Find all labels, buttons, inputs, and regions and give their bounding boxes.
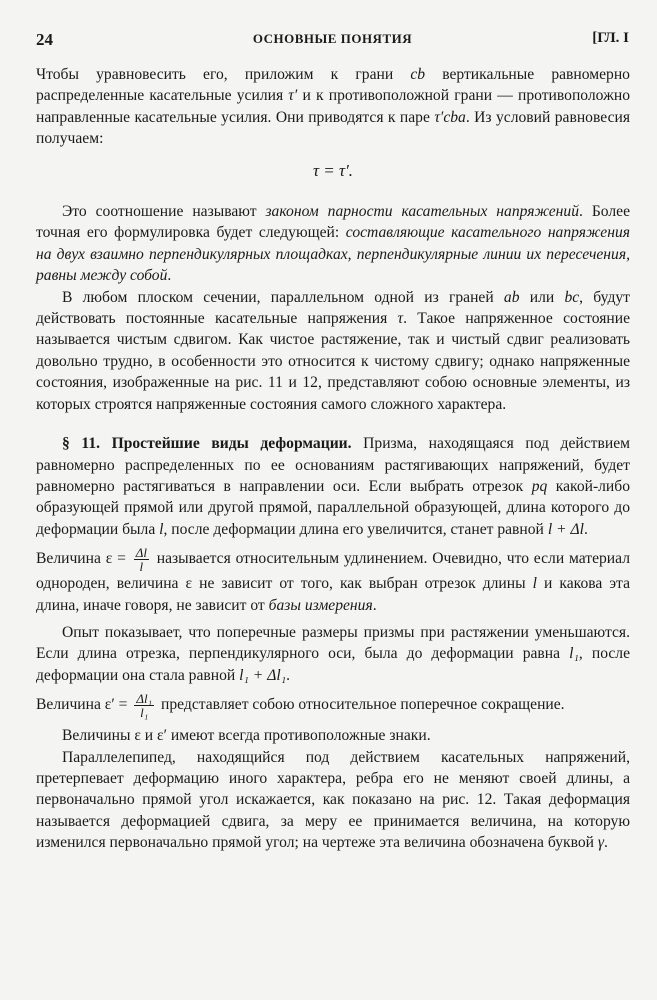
fraction-elongation: $\frac{\Delta l}{l}$ <box>135 545 147 575</box>
paragraph-transverse: Опыт показывает, что поперечные размеры призмы при растяжении уменьшаются. Если длина отрезка, перпендикулярного оси, была до деформации равна l₁, после деформации она стала равной l₁ + Δl₁. <box>36 623 630 684</box>
section-11-paragraph: § 11. Простейшие виды деформации. Призма, находящаяся под действием равномерно распределенных по ее основаниям растягивающих напряжений, будет равномерно растягиваться в направлении оси. Если выбрать отрезок pq какой-либо образующей прямой или другой прямой, параллельной образующей, длина которого до деформации была l, после деформации длина его увеличится, станет равной l + Δl. <box>36 435 631 538</box>
paragraph-relative-elongation: Величина ε = $\frac{\Delta l}{l}$ называется относительным удлинением. Очевидно, что если материал однороден, величина ε не зависит от того, как выбран отрезок длины l и какова эта длина, иначе говоря, не зависит от базы измерения. <box>36 545 630 614</box>
chapter-label: [ГЛ. I <box>592 30 629 46</box>
fraction-contraction: $\frac{\text{Δl₁}}{\text{l₁}}$ <box>136 691 153 721</box>
running-title: ОСНОВНЫЕ ПОНЯТИЯ <box>252 31 413 46</box>
paragraph-equilibrium: Чтобы уравновесить его, приложим к грани cb вертикальные равномерно распределенные касательные усилия τ′ и к противоположной грани — противоположно направленные касательные усилия. Они приводятся к паре τ′cba. Из условий равновесия получаем: <box>36 66 631 148</box>
page-body <box>36 64 630 854</box>
paragraph-signs: Величины ε и ε′ имеют всегда противоположные знаки. <box>62 727 431 745</box>
section-title: § 11. Простейшие виды деформации. <box>62 435 352 453</box>
paragraph-pure-shear: В любом плоском сечении, параллельном одной из граней ab или bc, будут действовать постоянные касательные напряжения τ. Такое напряженное состояние называется чистым сдвигом. Как чистое растяжение, так и чистый сдвиг реализовать довольно трудно, в особенности это относится к чистому сдвигу; однако напряженные состояния, изображенные на рис. 11 и 12, представляют собою основные элементы, из которых строятся напряженные состояния самого сложного характера. <box>36 288 630 413</box>
paragraph-law-of-pairing: Это соотношение называют законом парности касательных напряжений. Более точная его формулировка будет следующей: составляющие касательного напряжения на двух взаимно перпендикулярных площадках, перпендикулярные линии их пересечения, равны между собой. <box>36 203 630 285</box>
paragraph-shear-deformation: Параллелепипед, находящийся под действием касательных напряжений, претерпевает деформацию иного характера, ребра его не меняют своей длины, а первоначально прямой угол искажается, как показано на рис. 12. Такая деформация называется деформацией сдвига, за меру ее принимается величина, на которую изменился первоначально прямой угол; на чертеже эта величина обозначена буквой γ. <box>36 748 630 852</box>
running-header <box>36 30 629 52</box>
page-number: 24 <box>36 30 53 49</box>
paragraph-transverse-contraction: Величина ε′ = $\frac{\text{Δl₁}}{\text{l₁}}$ представляет собою относительное поперечное сокращение. <box>36 691 565 721</box>
formula-tau-equality: τ = τ′. <box>312 160 354 180</box>
